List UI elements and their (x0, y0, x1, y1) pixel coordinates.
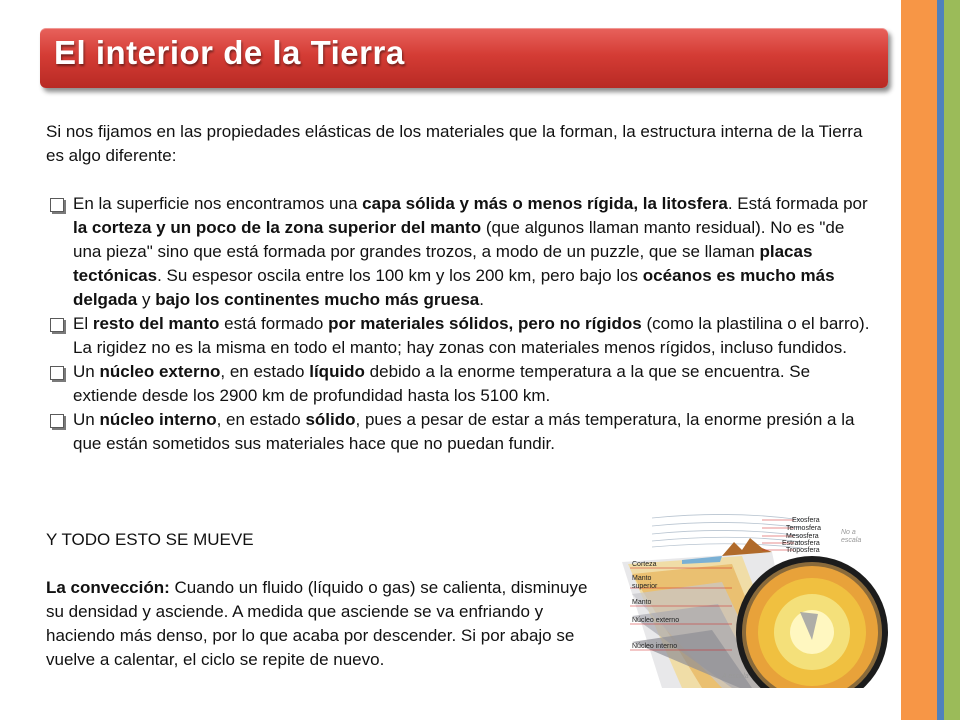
checkbox-bullet-icon (50, 318, 64, 332)
bullet-text-bold: líquido (309, 362, 365, 381)
bullet-text: y (137, 290, 156, 309)
bullet-text-bold: núcleo externo (99, 362, 221, 381)
earth-cross-section-image (622, 512, 890, 688)
bullet-text-bold: la corteza y un poco de la zona superior del manto (73, 218, 482, 237)
section-heading: Y TODO ESTO SE MUEVE (46, 530, 254, 549)
bullet-text: . Está formada por (727, 194, 868, 213)
bullet-text-bold: resto del manto (92, 314, 220, 333)
checkbox-bullet-icon (50, 366, 64, 380)
spacer (46, 168, 876, 192)
bullet-text-bold: placas tectónicas (73, 242, 813, 285)
bullet-item (46, 408, 876, 456)
label-nucleo-interno: Núcleo interno (632, 643, 678, 650)
bullet-text: (como la plastilina o el barro). La rigidez no es la misma en todo el manto; hay zonas con materiales menos rígidos, incluso fundidos. (73, 314, 870, 357)
checkbox-bullet-icon (50, 414, 64, 428)
bullet-text: Un (73, 362, 100, 381)
label-manto: Manto (632, 599, 652, 606)
bullet-text-bold: océanos es mucho más delgada (73, 266, 835, 309)
label-troposfera: Troposfera (786, 547, 820, 554)
bullet-text: debido a la enorme temperatura a la que se encuentra. Se extiende desde los 2900 km de profundidad hasta los 5100 km. (73, 362, 811, 405)
label-estratosfera: Estratosfera (782, 540, 820, 547)
bullet-text: , en estado (220, 362, 310, 381)
bullet-text-bold: por materiales sólidos, pero no rígidos (328, 314, 642, 333)
bullet-text: Un (73, 410, 100, 429)
decorative-stripe-green (944, 0, 960, 720)
label-nucleo-externo: Núcleo externo (632, 617, 680, 624)
convection-term: La convección: (46, 578, 170, 597)
checkbox-bullet-icon (50, 198, 64, 212)
label-corteza: Corteza (632, 561, 657, 568)
label-exosfera: Exosfera (792, 517, 820, 524)
label-termosfera: Termosfera (786, 525, 822, 532)
decorative-stripe-orange (901, 0, 937, 720)
bullet-item (46, 360, 876, 408)
convection-paragraph (46, 576, 606, 672)
body-text (46, 120, 876, 456)
convection-text: Cuando un fluido (líquido o gas) se calienta, disminuye su densidad y asciende. A medida que asciende se va enfriando y haciendo más denso, por lo que acaba por descender. Si por abajo se vuelve a calentar, el ciclo se repite de nuevo. (46, 578, 588, 669)
bullet-text: . Su espesor oscila entre los 100 km y los 200 km, pero bajo los (157, 266, 643, 285)
slide-title: El interior de la Tierra (54, 34, 405, 71)
label-manto-superior: Manto superior (632, 575, 658, 590)
bullet-text-bold: capa sólida y más o menos rígida, la litosfera (362, 194, 728, 213)
label-mesosfera: Mesosfera (786, 533, 819, 540)
scale-note-top: No a escala (841, 529, 862, 544)
bullet-text: , pues a pesar de estar a más temperatura, la enorme presión a la que están sometidos sus materiales hace que no puedan fundir. (73, 410, 855, 453)
bullet-text: En la superficie nos encontramos una (73, 194, 363, 213)
bullet-list (46, 192, 876, 456)
bullet-text: está formado (219, 314, 329, 333)
bullet-text: . (479, 290, 484, 309)
scale-note-bottom: A escala (722, 673, 749, 680)
bullet-text-bold: núcleo interno (99, 410, 217, 429)
bullet-text: , en estado (216, 410, 306, 429)
bullet-text-bold: sólido (305, 410, 356, 429)
spacer (46, 552, 606, 576)
bullet-text: (que algunos llaman manto residual). No es "de una pieza" sino que está formada por grandes trozos, a modo de un puzzle, que se llaman (73, 218, 845, 261)
decorative-stripe-blue (937, 0, 944, 720)
convection-section (46, 528, 606, 672)
earth-layers-diagram (622, 512, 890, 688)
bullet-item (46, 312, 876, 360)
bullet-text: El (73, 314, 93, 333)
bullet-text-bold: bajo los continentes mucho más gruesa (155, 290, 480, 309)
intro-paragraph: Si nos fijamos en las propiedades elásticas de los materiales que la forman, la estructura interna de la Tierra es algo diferente: (46, 122, 863, 165)
bullet-item (46, 192, 876, 312)
